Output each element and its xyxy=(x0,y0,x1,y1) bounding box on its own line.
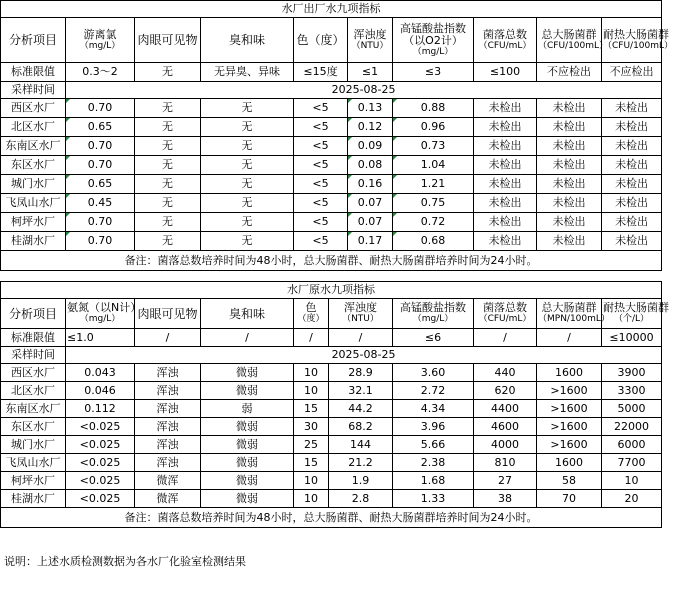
value-cell: 2.72 xyxy=(393,382,474,400)
value-cell: 未检出 xyxy=(474,232,537,251)
finished-water-table xyxy=(0,0,673,271)
header-cell xyxy=(294,299,329,329)
plant-name: 桂湖水厂 xyxy=(1,490,66,508)
value-cell: 弱 xyxy=(201,400,294,418)
value-cell: 未检出 xyxy=(602,175,662,194)
standard-cell: / xyxy=(294,329,329,347)
value-cell: <5 xyxy=(294,175,348,194)
standard-cell: 不应检出 xyxy=(537,63,602,82)
header-cell: 臭和味 xyxy=(201,18,294,63)
value-cell: 未检出 xyxy=(474,118,537,137)
header-cell: 肉眼可见物 xyxy=(135,299,201,329)
value-cell: 无 xyxy=(201,232,294,251)
header-cell xyxy=(393,299,474,329)
standard-cell: / xyxy=(537,329,602,347)
value-cell: 1.9 xyxy=(329,472,393,490)
value-cell: 无 xyxy=(201,118,294,137)
value-cell: 4000 xyxy=(474,436,537,454)
header-unit: （个/L） xyxy=(614,314,650,324)
value-cell: 未检出 xyxy=(537,194,602,213)
value-cell: 未检出 xyxy=(474,156,537,175)
value-cell: 无 xyxy=(201,175,294,194)
value-cell: <5 xyxy=(294,99,348,118)
value-cell: 浑浊 xyxy=(135,364,201,382)
value-cell: 0.70 xyxy=(66,99,135,118)
standard-cell: 无异臭、异味 xyxy=(201,63,294,82)
value-cell: 6000 xyxy=(602,436,662,454)
value-cell: 10 xyxy=(602,472,662,490)
table-row xyxy=(1,175,662,194)
time-row xyxy=(1,82,662,99)
value-cell: 0.12 xyxy=(348,118,393,137)
value-cell: 0.70 xyxy=(66,213,135,232)
header-cell xyxy=(602,299,669,329)
value-cell: 无 xyxy=(135,213,201,232)
value-cell: >1600 xyxy=(537,418,602,436)
value-cell: 5.66 xyxy=(393,436,474,454)
header-main: 浑浊度 xyxy=(353,27,387,41)
standard-cell: ≤1.0 xyxy=(66,329,135,347)
plant-name: 飞凤山水厂 xyxy=(1,194,66,213)
table-note: 备注：菌落总数培养时间为48小时，总大肠菌群、耐热大肠菌群培养时间为24小时。 xyxy=(1,508,662,528)
value-cell: 未检出 xyxy=(602,118,662,137)
table-row xyxy=(1,137,662,156)
value-cell: 微弱 xyxy=(201,436,294,454)
value-cell: 微弱 xyxy=(201,418,294,436)
raw-water-table xyxy=(0,281,669,528)
table-title: 水厂原水九项指标 xyxy=(1,282,662,299)
value-cell: 10 xyxy=(294,382,329,400)
value-cell: 0.45 xyxy=(66,194,135,213)
header-main: 耐热大肠菌群 xyxy=(603,27,669,41)
plant-name: 柯坪水厂 xyxy=(1,472,66,490)
value-cell: >1600 xyxy=(537,382,602,400)
value-cell: 未检出 xyxy=(537,99,602,118)
header-cell xyxy=(329,299,393,329)
value-cell: 4400 xyxy=(474,400,537,418)
header-cell xyxy=(537,299,610,329)
value-cell: 未检出 xyxy=(602,156,662,175)
table-row xyxy=(1,400,662,418)
table-row xyxy=(1,454,662,472)
header-main: 高锰酸盐指数 xyxy=(400,301,466,314)
value-cell: 微浑 xyxy=(135,490,201,508)
header-unit: （NTU） xyxy=(351,40,389,51)
value-cell: <5 xyxy=(294,137,348,156)
footer-note: 说明：上述水质检测数据为各水厂化验室检测结果 xyxy=(4,555,246,568)
value-cell: 3300 xyxy=(602,382,662,400)
value-cell: <5 xyxy=(294,213,348,232)
value-cell: 无 xyxy=(135,156,201,175)
value-cell: 无 xyxy=(135,99,201,118)
plant-name: 桂湖水厂 xyxy=(1,232,66,251)
sampling-date: 2025-08-25 xyxy=(66,347,662,364)
header-cell: 臭和味 xyxy=(201,299,294,329)
value-cell: 0.112 xyxy=(66,400,135,418)
header-cell xyxy=(602,18,673,63)
value-cell: 4.34 xyxy=(393,400,474,418)
header-unit: （度） xyxy=(297,314,325,324)
value-cell: 10 xyxy=(294,364,329,382)
value-cell: 15 xyxy=(294,454,329,472)
table-row xyxy=(1,490,662,508)
table-row xyxy=(1,232,662,251)
value-cell: 0.88 xyxy=(393,99,474,118)
plant-name: 北区水厂 xyxy=(1,382,66,400)
standard-row xyxy=(1,63,662,82)
table-row xyxy=(1,364,662,382)
value-cell: 微弱 xyxy=(201,364,294,382)
standard-cell: ≤1 xyxy=(348,63,393,82)
value-cell: 3900 xyxy=(602,364,662,382)
header-cell xyxy=(66,299,142,329)
standard-cell: / xyxy=(474,329,537,347)
value-cell: 0.70 xyxy=(66,232,135,251)
value-cell: 无 xyxy=(201,156,294,175)
value-cell: 未检出 xyxy=(474,175,537,194)
value-cell: 0.13 xyxy=(348,99,393,118)
standard-cell: ≤6 xyxy=(393,329,474,347)
value-cell: <0.025 xyxy=(66,490,135,508)
sampling-date: 2025-08-25 xyxy=(66,82,662,99)
value-cell: 未检出 xyxy=(537,213,602,232)
value-cell: <5 xyxy=(294,194,348,213)
value-cell: 0.046 xyxy=(66,382,135,400)
value-cell: 浑浊 xyxy=(135,382,201,400)
header-cell xyxy=(474,299,537,329)
header-main: 菌落总数 xyxy=(483,301,527,314)
header-unit: （mg/L） xyxy=(79,40,121,51)
value-cell: 2.8 xyxy=(329,490,393,508)
value-cell: 无 xyxy=(201,137,294,156)
row-label: 采样时间 xyxy=(1,82,66,99)
header-main: 浑浊度 xyxy=(344,301,377,314)
value-cell: 未检出 xyxy=(602,137,662,156)
standard-cell: / xyxy=(201,329,294,347)
value-cell: 未检出 xyxy=(602,99,662,118)
table-title: 水厂出厂水九项指标 xyxy=(1,1,662,18)
standard-cell: 0.3～2 xyxy=(66,63,135,82)
header-cell: 色（度） xyxy=(294,18,348,63)
value-cell: <5 xyxy=(294,232,348,251)
plant-name: 北区水厂 xyxy=(1,118,66,137)
header-row xyxy=(1,18,662,63)
value-cell: 0.07 xyxy=(348,194,393,213)
standard-cell: / xyxy=(329,329,393,347)
header-cell xyxy=(393,18,474,63)
plant-name: 东区水厂 xyxy=(1,418,66,436)
value-cell: 1600 xyxy=(537,364,602,382)
header-unit: （mg/L） xyxy=(79,314,121,324)
value-cell: 0.08 xyxy=(348,156,393,175)
header-main: 总大肠菌群 xyxy=(541,27,597,41)
table-row xyxy=(1,382,662,400)
value-cell: 68.2 xyxy=(329,418,393,436)
header-unit: （mg/L） xyxy=(412,314,454,324)
value-cell: 1.21 xyxy=(393,175,474,194)
value-cell: 20 xyxy=(602,490,662,508)
value-cell: 未检出 xyxy=(537,118,602,137)
value-cell: 70 xyxy=(537,490,602,508)
header-cell xyxy=(474,18,537,63)
value-cell: 0.72 xyxy=(393,213,474,232)
standard-row xyxy=(1,329,662,347)
table-row xyxy=(1,194,662,213)
value-cell: 810 xyxy=(474,454,537,472)
value-cell: 32.1 xyxy=(329,382,393,400)
header-unit: （CFU/mL） xyxy=(478,40,532,51)
value-cell: 7700 xyxy=(602,454,662,472)
table-row xyxy=(1,472,662,490)
value-cell: 微弱 xyxy=(201,472,294,490)
value-cell: 144 xyxy=(329,436,393,454)
table-row xyxy=(1,213,662,232)
value-cell: 无 xyxy=(135,137,201,156)
header-cell: 分析项目 xyxy=(1,18,66,63)
standard-cell: 无 xyxy=(135,63,201,82)
row-label: 标准限值 xyxy=(1,63,66,82)
value-cell: 25 xyxy=(294,436,329,454)
header-unit: （mg/L） xyxy=(412,46,454,57)
value-cell: 0.68 xyxy=(393,232,474,251)
value-cell: 浑浊 xyxy=(135,418,201,436)
header-unit: （CFU/100mL） xyxy=(603,40,673,51)
value-cell: 3.60 xyxy=(393,364,474,382)
value-cell: 无 xyxy=(135,118,201,137)
header-unit: （MPN/100mL） xyxy=(538,314,610,324)
table-row xyxy=(1,418,662,436)
value-cell: 3.96 xyxy=(393,418,474,436)
header-main: 游离氯 xyxy=(83,27,117,41)
value-cell: 微弱 xyxy=(201,454,294,472)
value-cell: 2.38 xyxy=(393,454,474,472)
value-cell: 0.16 xyxy=(348,175,393,194)
value-cell: 22000 xyxy=(602,418,662,436)
value-cell: 44.2 xyxy=(329,400,393,418)
value-cell: 无 xyxy=(135,232,201,251)
value-cell: 21.2 xyxy=(329,454,393,472)
header-main: 耐热大肠菌群 xyxy=(603,301,669,314)
header-main: 氨氮（以N计） xyxy=(67,301,142,314)
value-cell: 未检出 xyxy=(474,194,537,213)
header-main: 总大肠菌群 xyxy=(541,301,597,314)
standard-cell: ≤3 xyxy=(393,63,474,82)
value-cell: 微浑 xyxy=(135,472,201,490)
value-cell: 0.96 xyxy=(393,118,474,137)
row-label: 标准限值 xyxy=(1,329,66,347)
value-cell: 未检出 xyxy=(602,232,662,251)
value-cell: 微弱 xyxy=(201,490,294,508)
value-cell: 4600 xyxy=(474,418,537,436)
value-cell: 未检出 xyxy=(537,156,602,175)
value-cell: 未检出 xyxy=(537,175,602,194)
header-unit: （NTU） xyxy=(342,314,379,324)
value-cell: 未检出 xyxy=(602,194,662,213)
value-cell: <0.025 xyxy=(66,472,135,490)
header-main: 色 xyxy=(305,301,317,314)
value-cell: 未检出 xyxy=(474,137,537,156)
header-cell xyxy=(537,18,609,63)
table-row xyxy=(1,436,662,454)
table-row xyxy=(1,156,662,175)
value-cell: <0.025 xyxy=(66,436,135,454)
plant-name: 东南区水厂 xyxy=(1,137,66,156)
header-main: 菌落总数 xyxy=(483,27,527,41)
value-cell: 无 xyxy=(135,194,201,213)
standard-cell: ≤10000 xyxy=(602,329,662,347)
value-cell: 浑浊 xyxy=(135,436,201,454)
value-cell: 10 xyxy=(294,472,329,490)
value-cell: 0.07 xyxy=(348,213,393,232)
value-cell: >1600 xyxy=(537,436,602,454)
value-cell: 未检出 xyxy=(602,213,662,232)
plant-name: 飞凤山水厂 xyxy=(1,454,66,472)
value-cell: 28.9 xyxy=(329,364,393,382)
value-cell: 1.33 xyxy=(393,490,474,508)
header-row xyxy=(1,299,662,329)
value-cell: 未检出 xyxy=(537,137,602,156)
value-cell: 未检出 xyxy=(537,232,602,251)
value-cell: 微弱 xyxy=(201,382,294,400)
plant-name: 西区水厂 xyxy=(1,99,66,118)
value-cell: 浑浊 xyxy=(135,454,201,472)
value-cell: 0.70 xyxy=(66,137,135,156)
value-cell: 58 xyxy=(537,472,602,490)
value-cell: 0.65 xyxy=(66,118,135,137)
value-cell: 15 xyxy=(294,400,329,418)
value-cell: 5000 xyxy=(602,400,662,418)
value-cell: 27 xyxy=(474,472,537,490)
value-cell: 无 xyxy=(201,99,294,118)
value-cell: 0.73 xyxy=(393,137,474,156)
value-cell: 38 xyxy=(474,490,537,508)
value-cell: 未检出 xyxy=(474,99,537,118)
value-cell: 0.17 xyxy=(348,232,393,251)
plant-name: 东南区水厂 xyxy=(1,400,66,418)
value-cell: 无 xyxy=(135,175,201,194)
value-cell: 0.09 xyxy=(348,137,393,156)
value-cell: 0.75 xyxy=(393,194,474,213)
value-cell: 无 xyxy=(201,213,294,232)
plant-name: 西区水厂 xyxy=(1,364,66,382)
value-cell: 0.70 xyxy=(66,156,135,175)
header-main: 高锰酸盐指数（以O2计） xyxy=(400,21,466,47)
value-cell: 30 xyxy=(294,418,329,436)
standard-cell: ≤15度 xyxy=(294,63,348,82)
value-cell: <0.025 xyxy=(66,418,135,436)
value-cell: 10 xyxy=(294,490,329,508)
value-cell: 0.043 xyxy=(66,364,135,382)
header-cell: 肉眼可见物 xyxy=(135,18,201,63)
value-cell: 未检出 xyxy=(474,213,537,232)
standard-cell: / xyxy=(135,329,201,347)
header-cell xyxy=(348,18,393,63)
standard-cell: ≤100 xyxy=(474,63,537,82)
table-note: 备注：菌落总数培养时间为48小时，总大肠菌群、耐热大肠菌群培养时间为24小时。 xyxy=(1,251,662,271)
value-cell: <5 xyxy=(294,118,348,137)
row-label: 采样时间 xyxy=(1,347,66,364)
plant-name: 东区水厂 xyxy=(1,156,66,175)
value-cell: 无 xyxy=(201,194,294,213)
value-cell: <0.025 xyxy=(66,454,135,472)
table-row xyxy=(1,99,662,118)
value-cell: 440 xyxy=(474,364,537,382)
header-unit: （CFU/100mL） xyxy=(538,40,609,51)
plant-name: 城门水厂 xyxy=(1,175,66,194)
value-cell: 1.04 xyxy=(393,156,474,175)
value-cell: 1.68 xyxy=(393,472,474,490)
plant-name: 城门水厂 xyxy=(1,436,66,454)
header-cell: 分析项目 xyxy=(1,299,66,329)
value-cell: 1600 xyxy=(537,454,602,472)
header-unit: （CFU/mL） xyxy=(478,314,532,324)
value-cell: <5 xyxy=(294,156,348,175)
value-cell: 0.65 xyxy=(66,175,135,194)
value-cell: 620 xyxy=(474,382,537,400)
header-cell xyxy=(66,18,135,63)
plant-name: 柯坪水厂 xyxy=(1,213,66,232)
time-row xyxy=(1,347,662,364)
value-cell: >1600 xyxy=(537,400,602,418)
standard-cell: 不应检出 xyxy=(602,63,662,82)
value-cell: 浑浊 xyxy=(135,400,201,418)
table-row xyxy=(1,118,662,137)
